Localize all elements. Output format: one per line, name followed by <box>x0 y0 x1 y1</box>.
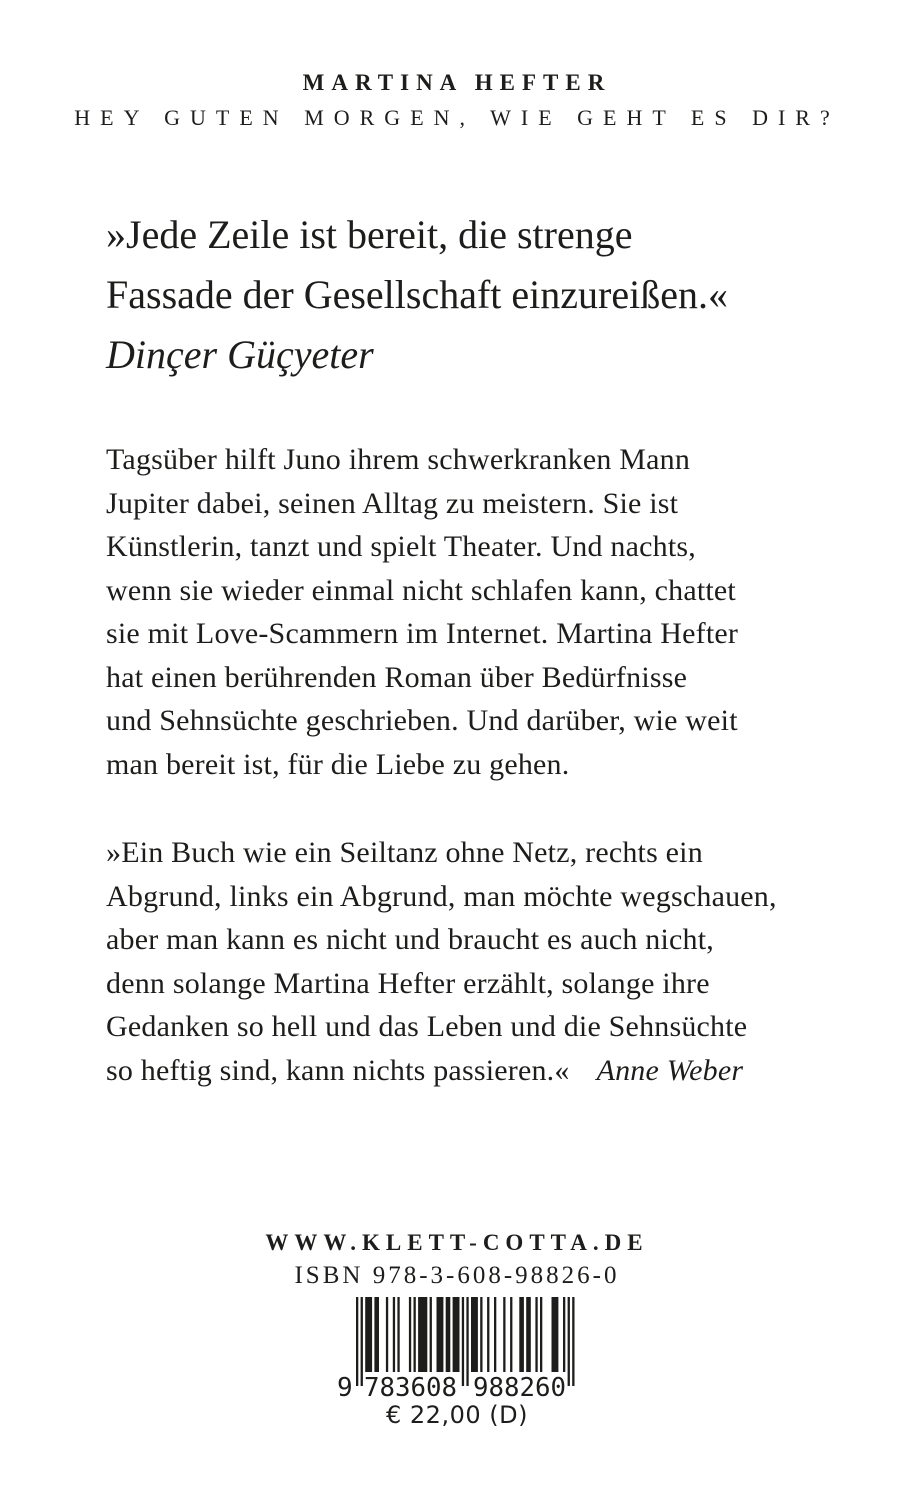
barcode-digits-left: 783608 <box>364 1373 457 1401</box>
book-title: HEY GUTEN MORGEN, WIE GEHT ES DIR? <box>74 105 840 130</box>
synopsis-line: Tagsüber hilft Juno ihrem schwerkranken Mann <box>106 443 691 476</box>
review-line: »Ein Buch wie ein Seiltanz ohne Netz, rechts ein <box>106 836 703 869</box>
synopsis-line: Jupiter dabei, seinen Alltag zu meistern. Sie ist <box>106 486 679 520</box>
author-name: MARTINA HEFTER <box>302 70 612 95</box>
review-line: Abgrund, links ein Abgrund, man möchte wegschauen, <box>106 879 777 913</box>
isbn-text: ISBN 978-3-608-98826-0 <box>294 1262 620 1289</box>
quote-attribution: Dinçer Güçyeter <box>106 332 374 377</box>
header <box>0 70 914 131</box>
barcode-graphic <box>334 1297 580 1401</box>
review-attribution: Anne Weber <box>596 1053 744 1087</box>
synopsis-line: Künstlerin, tanzt und spielt Theater. Und nachts, <box>106 530 696 563</box>
synopsis-line: man bereit ist, für die Liebe zu gehen. <box>106 747 570 781</box>
price-text: € 22,00 (D) <box>386 1401 528 1429</box>
quote-line: »Jede Zeile ist bereit, die strenge <box>106 212 633 257</box>
review-line: denn solange Martina Hefter erzählt, solange ihre <box>106 966 710 1000</box>
publisher-website: WWW.KLETT-COTTA.DE <box>265 1230 649 1255</box>
review-line: Gedanken so hell und das Leben und die Sehnsüchte <box>106 1010 748 1043</box>
review-line-text: so heftig sind, kann nichts passieren.« <box>106 1053 570 1087</box>
review-line <box>106 1049 777 1093</box>
review-paragraph <box>106 831 777 1092</box>
barcode-digit-first: 9 <box>337 1373 353 1401</box>
synopsis-line: und Sehnsüchte geschrieben. Und darüber, wie weit <box>106 704 738 737</box>
synopsis-line: wenn sie wieder einmal nicht schlafen kann, chattet <box>106 573 736 607</box>
synopsis-line: hat einen berührenden Roman über Bedürfnisse <box>106 660 688 694</box>
barcode-digits-right: 988260 <box>473 1373 566 1401</box>
ean-barcode <box>0 1297 914 1401</box>
synopsis-line: sie mit Love-Scammern im Internet. Martina Hefter <box>106 617 739 650</box>
blurb-quote <box>106 205 728 385</box>
synopsis-paragraph <box>106 438 738 786</box>
review-line: aber man kann es nicht und braucht es auch nicht, <box>106 923 714 956</box>
quote-line: Fassade der Gesellschaft einzureißen.« <box>106 272 728 317</box>
